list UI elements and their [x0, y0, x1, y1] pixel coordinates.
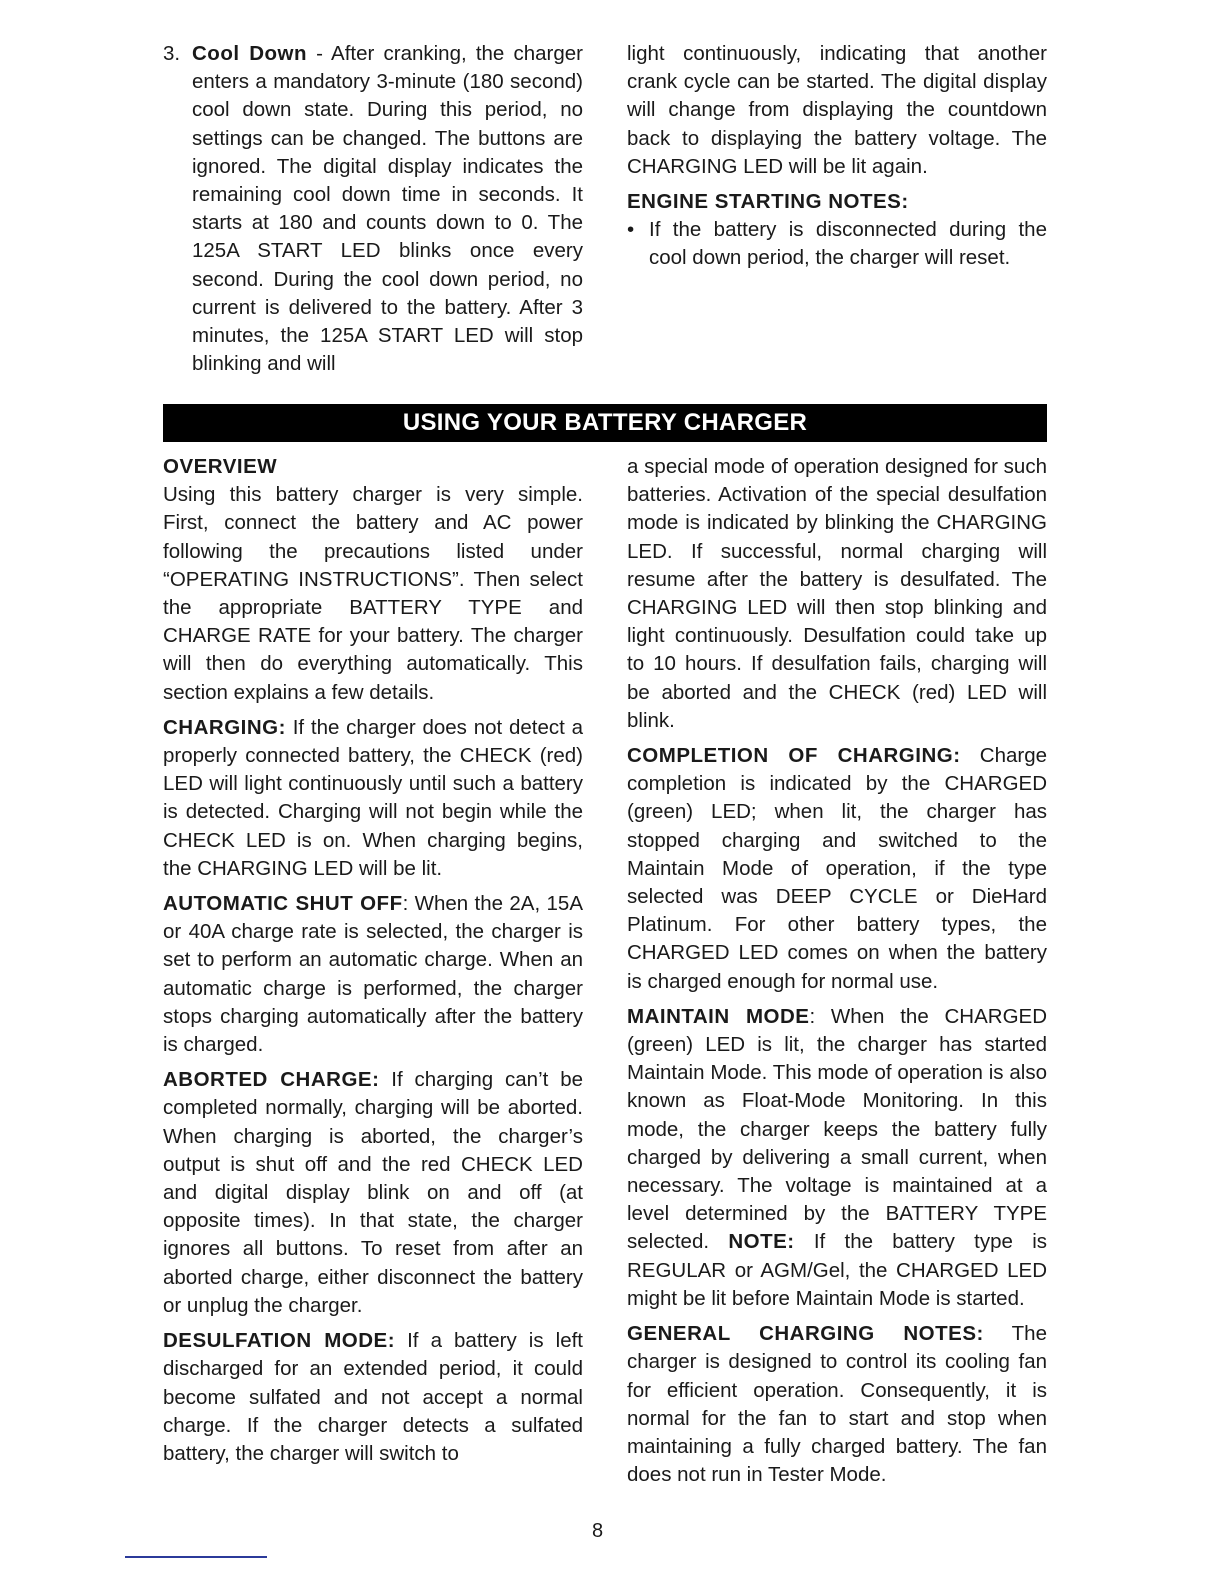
shutoff-section — [163, 890, 583, 1059]
charging-text: If the charger does not detect a properly connected battery, the CHECK (red) LED will light continuously until such a battery is detected. Charging will not begin while the CHECK LED is on. When charging begins, the CHARGING LED will be lit. — [163, 715, 583, 880]
maintain-section — [627, 1003, 1047, 1313]
aborted-text: If charging can’t be completed normally, charging will be aborted. When charging is aborted, the charger’s output is shut off and the red CHECK LED and digital display blink on and off (at opposite times). In that state, the charger ignores all buttons. To reset from after an aborted charge, either disconnect the battery or unplug the charger. — [163, 1068, 583, 1317]
aborted-section — [163, 1066, 583, 1320]
step-number: 3. — [163, 42, 181, 65]
maintain-text: : When the CHARGED (green) LED is lit, the charger has started Maintain Mode. This mode of operation is also known as Float-Mode Monitoring. In this mode, the charger keeps the battery fully charged by delivering a small current, when necessary. The voltage is maintained at a level determined by the BATTERY TYPE selected. — [627, 1004, 1047, 1254]
bullet-icon: • — [627, 218, 635, 242]
charging-heading: CHARGING: — [163, 715, 286, 739]
shutoff-heading: AUTOMATIC SHUT OFF — [163, 892, 403, 916]
aborted-heading: ABORTED CHARGE: — [163, 1068, 380, 1092]
footer-rule — [125, 1556, 267, 1558]
overview-heading: OVERVIEW — [163, 455, 278, 478]
continued-text: light continuously, indicating that another crank cycle can be started. The digital display will change from displaying the countdown back to displaying the battery voltage. The CHARGING LED will be lit again. — [627, 42, 1047, 178]
note-text: If the battery type is REGULAR or AGM/Gel, the CHARGED LED might be lit before Maintain Mode is started. — [627, 1230, 1047, 1310]
general-notes-section — [627, 1320, 1047, 1489]
section-banner: USING YOUR BATTERY CHARGER — [163, 404, 1047, 442]
desulfation-text: If a battery is left discharged for an extended period, it could become sulfated and not accept a normal charge. If the charger detects a sulfated battery, the charger will switch to — [163, 1329, 583, 1465]
overview-text: Using this battery charger is very simple. First, connect the battery and AC power following the precautions listed under “OPERATING INSTRUCTIONS”. Then select the appropriate BATTERY TYPE and CHARGE RATE for your battery. The charger will then do everything automatically. This section explains a few details. — [163, 483, 583, 704]
top-right-column — [627, 40, 1047, 273]
engine-notes-heading: ENGINE STARTING NOTES: — [627, 190, 909, 214]
note-label: NOTE: — [728, 1230, 795, 1254]
completion-text: Charge completion is indicated by the CHARGED (green) LED; when lit, the charger has stopped charging and switched to the Maintain Mode of operation, if the type selected was DEEP CYCLE or DieHard Platinum. For other battery types, the CHARGED LED comes on when the battery is charged enough for normal use. — [627, 744, 1047, 993]
right-column — [627, 453, 1047, 1496]
completion-section — [627, 742, 1047, 996]
left-column — [163, 453, 583, 1475]
completion-heading: COMPLETION OF CHARGING: — [627, 744, 961, 768]
step-heading: Cool Down — [192, 42, 308, 65]
general-notes-heading: GENERAL CHARGING NOTES: — [627, 1322, 984, 1346]
desulfation-section — [163, 1327, 583, 1468]
note-text: If the battery is disconnected during the cool down period, the charger will reset. — [649, 218, 1047, 270]
step-text: - After cranking, the charger enters a mandatory 3-minute (180 second) cool down state. During this period, no settings can be changed. The buttons are ignored. The digital display indicates the remaining cool down time in seconds. It starts at 180 and counts down to 0. The 125A START LED blinks once every second. During the cool down period, no current is delivered to the battery. After 3 minutes, the 125A START LED will stop blinking and will — [192, 42, 583, 376]
charging-section — [163, 714, 583, 883]
general-notes-text: The charger is designed to control its cooling fan for efficient operation. Consequently, it is normal for the fan to start and stop when maintaining a fully charged battery. The fan does not run in Tester Mode. — [627, 1322, 1047, 1487]
page-number: 8 — [592, 1520, 604, 1542]
shutoff-text: : When the 2A, 15A or 40A charge rate is selected, the charger is set to perform an automatic charge. When an automatic charge is performed, the charger stops charging automatically after the battery is charged. — [163, 892, 583, 1057]
desulfation-continued: a special mode of operation designed for such batteries. Activation of the special desulfation mode is indicated by blinking the CHARGING LED. If successful, normal charging will resume after the battery is desulfated. The CHARGING LED will then stop blinking and light continuously. Desulfation could take up to 10 hours. If desulfation fails, charging will be aborted and the CHECK (red) LED will blink. — [627, 455, 1047, 732]
note-bullet-item — [627, 216, 1047, 272]
desulfation-heading: DESULFATION MODE: — [163, 1329, 396, 1353]
maintain-heading: MAINTAIN MODE — [627, 1004, 810, 1028]
cool-down-step — [163, 40, 583, 385]
